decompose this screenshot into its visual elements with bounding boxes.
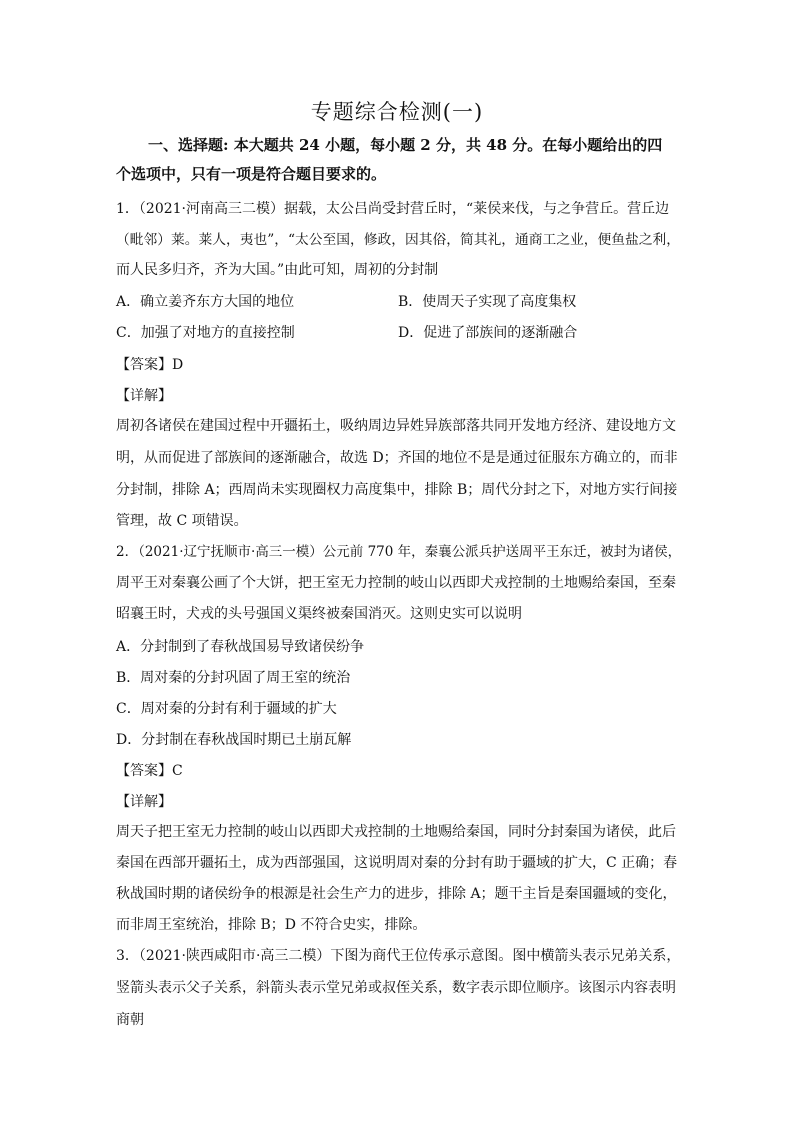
q2-stem-line-1: 2．（2021·辽宁抚顺市·高三一模）公元前 770 年，秦襄公派兵护送周平王东迁，被封为诸侯， <box>116 544 682 560</box>
q3-stem-line-3: 商朝 <box>116 1012 144 1028</box>
section-instruction-line-1: 一、选择题: 本大题共 24 小题，每小题 2 分，共 48 分。在每小题给出的四 <box>148 136 663 154</box>
q1-option-d: D．促进了部族间的逐渐融合 <box>398 325 578 341</box>
q2-option-a: A．分封制到了春秋战国易导致诸侯纷争 <box>116 639 365 655</box>
q1-option-b: B．使周天子实现了高度集权 <box>398 294 577 310</box>
q1-stem-line-1: 1．（2021·河南高三二模）据载，太公吕尚受封营丘时，“莱侯来伐，与之争营丘。营丘边 <box>116 201 670 217</box>
q2-stem-line-3: 昭襄王时，犬戎的头号强国义渠终被秦国消灭。这则史实可以说明 <box>116 606 522 622</box>
q2-detail-line-4: 而非周王室统治，排除 B；D 不符合史实，排除。 <box>116 917 427 933</box>
q1-detail-line-4: 管理，故 C 项错误。 <box>116 513 248 529</box>
q2-detail-line-2: 秦国在西部开疆拓土，成为西部强国，这说明周对秦的分封有助于疆域的扩大，C 正确；春 <box>116 855 678 871</box>
q1-option-c: C．加强了对地方的直接控制 <box>116 325 295 341</box>
section-instruction-line-2: 个选项中，只有一项是符合题目要求的。 <box>116 165 387 183</box>
q2-detail-line-1: 周天子把王室无力控制的岐山以西即犬戎控制的土地赐给秦国，同时分封秦国为诸侯，此后 <box>116 824 676 840</box>
q1-stem-line-2: （毗邻）莱。莱人，夷也”，“太公至国，修政，因其俗，简其礼，通商工之业，便鱼盐之利， <box>116 232 681 248</box>
q1-detail-line-3: 分封制，排除 A；西周尚未实现圈权力高度集中，排除 B；周代分封之下，对地方实行间接 <box>116 482 678 498</box>
q2-answer: 【答案】C <box>116 763 183 779</box>
q2-option-d: D．分封制在春秋战国时期已土崩瓦解 <box>116 732 352 748</box>
q1-option-a: A．确立姜齐东方大国的地位 <box>116 294 295 310</box>
page-title: 专题综合检测(一) <box>310 100 484 124</box>
q2-detail-label: 【详解】 <box>116 794 172 810</box>
q2-option-c: C．周对秦的分封有利于疆域的扩大 <box>116 701 337 717</box>
q3-stem-line-2: 竖箭头表示父子关系，斜箭头表示堂兄弟或叔侄关系，数字表示即位顺序。该图示内容表明 <box>116 980 676 996</box>
q3-stem-line-1: 3．（2021·陕西咸阳市·高三二模）下图为商代王位传承示意图。图中横箭头表示兄弟关系， <box>116 948 681 964</box>
q2-option-b: B．周对秦的分封巩固了周王室的统治 <box>116 670 351 686</box>
q1-answer: 【答案】D <box>116 357 184 373</box>
q2-detail-line-3: 秋战国时期的诸侯纷争的根源是社会生产力的进步，排除 A；题干主旨是秦国疆域的变化， <box>116 886 677 902</box>
q1-detail-line-1: 周初各诸侯在建国过程中开疆拓土，吸纳周边异姓异族部落共同开发地方经济、建设地方文 <box>116 418 676 434</box>
q1-detail-label: 【详解】 <box>116 388 172 404</box>
q2-stem-line-2: 周平王对秦襄公画了个大饼，把王室无力控制的岐山以西即犬戎控制的土地赐给秦国，至秦 <box>116 575 676 591</box>
q1-stem-line-3: 而人民多归齐，齐为大国。”由此可知，周初的分封制 <box>116 262 439 278</box>
q1-detail-line-2: 明，从而促进了部族间的逐渐融合，故选 D；齐国的地位不是是通过征服东方确立的，而非 <box>116 450 678 466</box>
